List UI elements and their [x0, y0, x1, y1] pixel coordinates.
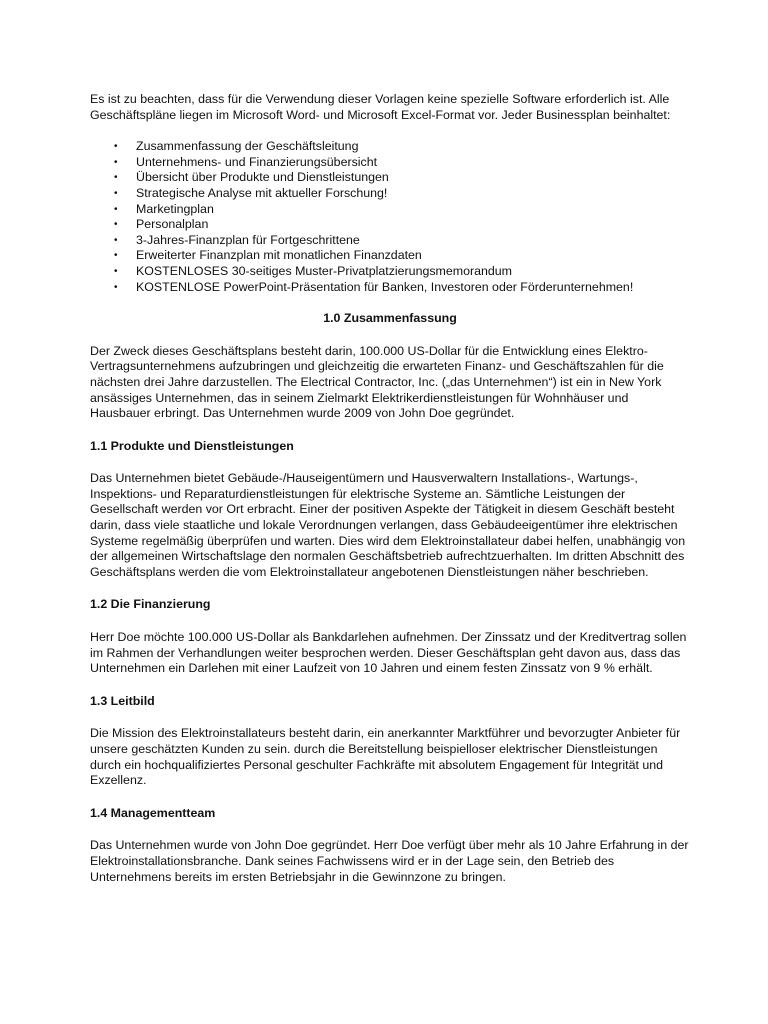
list-item — [90, 233, 690, 249]
section-heading-management: 1.4 Managementteam — [90, 805, 216, 820]
bullet-icon: • — [114, 281, 118, 293]
bullet-icon: • — [114, 219, 118, 231]
bullet-icon: • — [114, 172, 118, 184]
list-item — [90, 248, 690, 264]
list-item — [90, 139, 690, 155]
list-item-text: Übersicht über Produkte und Dienstleistungen — [136, 170, 389, 185]
bullet-icon: • — [114, 187, 118, 199]
list-item — [90, 186, 690, 202]
intro-paragraph: Es ist zu beachten, dass für die Verwendung dieser Vorlagen keine spezielle Software erforderlich ist. Alle Geschäftspläne liegen im Microsoft Word- und Microsoft Excel-Format vor. Jeder Businessplan beinhaltet: — [90, 92, 671, 122]
feature-list — [90, 139, 690, 295]
section-heading-financing: 1.2 Die Finanzierung — [90, 597, 211, 612]
section-heading-products: 1.1 Produkte und Dienstleistungen — [90, 438, 294, 453]
section-text-management: Das Unternehmen wurde von John Doe gegründet. Herr Doe verfügt über mehr als 10 Jahre Erfahrung in der Elektroinstallationsbranche. Dank seines Fachwissens wird er in der Lage sein, den Betrieb des Unternehmens bereits im ersten Betriebsjahr in die Gewinnzone zu bringen. — [90, 838, 689, 884]
section-text-mission: Die Mission des Elektroinstallateurs besteht darin, ein anerkannter Marktführer und bevorzugter Anbieter für unsere geschätzten Kunden zu sein. durch die Bereitstellung beispielloser elektrischer Dienstleistungen durch ein hochqualifiziertes Personal geschulter Fachkräfte mit absolutem Engagement für Integrität und Exzellenz. — [90, 726, 681, 788]
section-text-financing: Herr Doe möchte 100.000 US-Dollar als Bankdarlehen aufnehmen. Der Zinssatz und der Kreditvertrag sollen im Rahmen der Verhandlungen weiter besprochen werden. Dieser Geschäftsplan geht davon aus, dass das Unternehmen ein Darlehen mit einer Laufzeit von 10 Jahren und einem festen Zinssatz von 9 % erhält. — [90, 630, 687, 676]
list-item — [90, 202, 690, 218]
section-heading-mission: 1.3 Leitbild — [90, 693, 155, 708]
bullet-icon: • — [114, 156, 118, 168]
section-text-summary: Der Zweck dieses Geschäftsplans besteht darin, 100.000 US-Dollar für die Entwicklung eines Elektro-Vertragsunternehmens aufzubringen und gleichzeitig die erwarteten Finanz- und Geschäftszahlen für die nächsten drei Jahre darzustellen. The Electrical Contractor, Inc. („das Unternehmen“) ist ein in New York ansässiges Unternehmen, das in seinem Zielmarkt Elektrikerdienstleistungen für Wohnhäuser und Hausbauer erbringt. Das Unternehmen wurde 2009 von John Doe gegründet. — [90, 343, 664, 421]
list-item-text: Personalplan — [136, 217, 209, 232]
list-item — [90, 280, 690, 296]
list-item-text: Strategische Analyse mit aktueller Forschung! — [136, 185, 388, 200]
list-item-text: Zusammenfassung der Geschäftsleitung — [136, 139, 359, 154]
bullet-icon: • — [114, 141, 118, 153]
list-item-text: Unternehmens- und Finanzierungsübersicht — [136, 154, 378, 169]
list-item-text: 3-Jahres-Finanzplan für Fortgeschrittene — [136, 232, 360, 247]
bullet-icon: • — [114, 265, 118, 277]
section-text-products: Das Unternehmen bietet Gebäude-/Hauseigentümern und Hausverwaltern Installations-, Wartungs-, Inspektions- und Reparaturdienstleistungen für elektrische Systeme an. Sämtliche Leistungen der Gesellschaft werden vor Ort erbracht. Einer der positiven Aspekte der Tätigkeit in diesem Geschäft besteht darin, dass viele staatliche und lokale Verordnungen verlangen, dass Gebäudeeigentümer ihre elektrischen Systeme regelmäßig überprüfen und warten. Dies wird dem Elektroinstallateur dabei helfen, unabhängig von der allgemeinen Wirtschaftslage den normalen Geschäftsbetrieb aufrechtzuerhalten. Im dritten Abschnitt des Geschäftsplans werden die vom Elektroinstallateur angebotenen Dienstleistungen näher beschrieben. — [90, 471, 686, 579]
bullet-icon: • — [114, 234, 118, 246]
document-page — [90, 92, 690, 902]
section-heading-summary: 1.0 Zusammenfassung — [323, 311, 457, 326]
list-item-text: Marketingplan — [136, 201, 214, 216]
bullet-icon: • — [114, 203, 118, 215]
list-item-text: KOSTENLOSES 30-seitiges Muster-Privatplatzierungsmemorandum — [136, 263, 512, 278]
list-item — [90, 264, 690, 280]
bullet-icon: • — [114, 250, 118, 262]
list-item — [90, 217, 690, 233]
list-item-text: Erweiterter Finanzplan mit monatlichen Finanzdaten — [136, 248, 422, 263]
list-item — [90, 155, 690, 171]
list-item-text: KOSTENLOSE PowerPoint-Präsentation für Banken, Investoren oder Förderunternehmen! — [136, 279, 634, 294]
list-item — [90, 170, 690, 186]
